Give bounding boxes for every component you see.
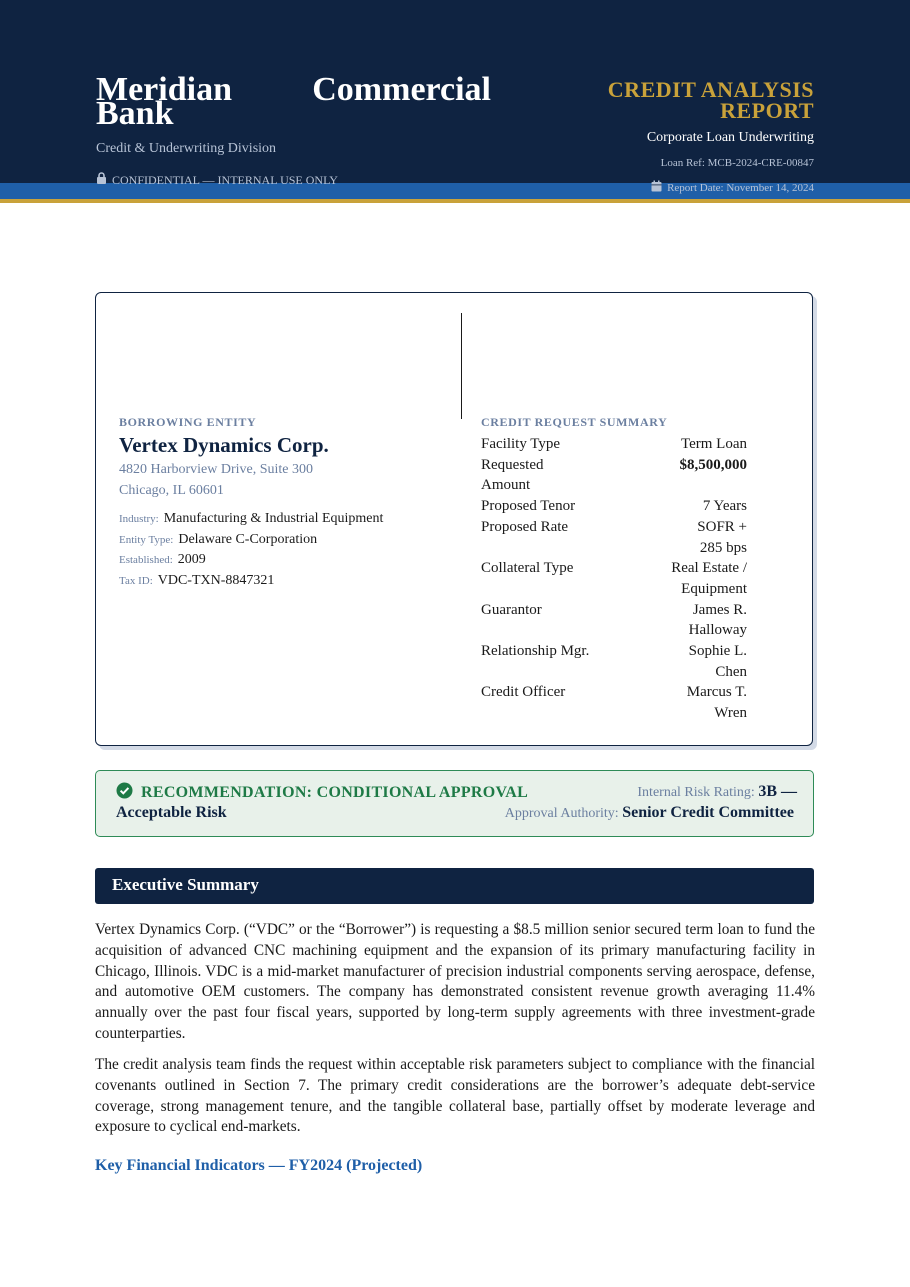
request-row-guarantor: [481, 600, 747, 641]
approval-authority-label: Approval Authority:: [504, 806, 619, 821]
request-value: Real Estate / Equipment: [671, 560, 747, 597]
bank-name: Meridian Commercial Bank: [96, 71, 491, 132]
report-date: [651, 180, 814, 195]
request-label: Guarantor: [481, 601, 542, 618]
summary-paragraph: Vertex Dynamics Corp. (“VDC” or the “Borrower”) is requesting a $8.5 million senior secured term loan to fund the acquisition of advanced CNC machining equipment and the expansion of its primary manufacturing facility in Chicago, Illinois. VDC is a mid-market manufacturer of precision industrial components serving aerospace, defense, and automotive OEM customers. The company has demonstrated consistent revenue growth averaging 11.4% annually over the past four fiscal years, supported by long-term supply agreements with three investment-grade counterparties.: [95, 921, 815, 1042]
header-stripe-gold: [0, 199, 910, 203]
report-title: CREDIT ANALYSIS REPORT: [607, 77, 814, 123]
fact-industry: [119, 511, 383, 527]
fact-value: 2009: [177, 552, 206, 567]
request-label: Requested Amount: [481, 456, 544, 494]
calendar-icon: [651, 180, 662, 195]
risk-rating-description: Acceptable Risk: [116, 804, 227, 821]
approval-authority: [505, 804, 794, 822]
fact-entity-type: [119, 532, 317, 548]
risk-rating-value: 3B —: [758, 783, 797, 800]
fact-tax-id: [119, 573, 274, 589]
report-subtitle: Corporate Loan Underwriting: [646, 130, 814, 145]
borrowing-entity-label: BORROWING ENTITY: [119, 415, 257, 429]
request-label: Proposed Tenor: [481, 498, 576, 515]
request-label: Relationship Mgr.: [481, 643, 590, 660]
fact-label: Industry:: [119, 513, 159, 525]
division-name: Credit & Underwriting Division: [96, 141, 277, 156]
request-value: Term Loan: [680, 436, 747, 452]
request-value: Marcus T. Wren: [686, 684, 747, 722]
request-row-relationship-manager: [481, 641, 747, 682]
request-row-credit-officer: [481, 682, 747, 723]
address-line-1: 4820 Harborview Drive, Suite 300: [119, 462, 314, 477]
request-value: $8,500,000: [679, 456, 747, 473]
fact-label: Entity Type:: [119, 534, 174, 546]
address-line-2: Chicago, IL 60601: [119, 483, 224, 498]
risk-rating-label: Internal Risk Rating:: [637, 785, 755, 800]
fact-value: Manufacturing & Industrial Equipment: [163, 511, 384, 526]
request-row-collateral: [481, 558, 747, 599]
request-row-tenor: [481, 496, 747, 517]
recommendation-title: [116, 782, 528, 804]
fact-label: Established:: [119, 554, 173, 566]
risk-rating: [637, 783, 797, 801]
summary-paragraph: The credit analysis team finds the request within acceptable risk parameters subject to compliance with the financial covenants outlined in Section 7. The primary credit considerations are the borrower’s adequate debt-service coverage, strong management tenure, and the tangible collateral base, partially offset by moderate leverage and exposure to cyclical end-markets.: [95, 1056, 815, 1136]
request-row-amount: [481, 455, 747, 496]
fact-label: Tax ID:: [119, 575, 153, 587]
credit-request-table: [481, 434, 747, 724]
request-row-rate: [481, 517, 747, 558]
confidential-notice: [96, 172, 338, 188]
card-divider: [461, 313, 462, 419]
credit-request-label: CREDIT REQUEST SUMMARY: [481, 415, 668, 429]
request-label: Credit Officer: [481, 684, 566, 701]
confidential-label: CONFIDENTIAL — INTERNAL USE ONLY: [112, 172, 338, 187]
fact-established: [119, 552, 206, 568]
request-label: Facility Type: [481, 436, 561, 452]
report-date-label: Report Date: November 14, 2024: [667, 181, 814, 194]
approval-authority-value: Senior Credit Committee: [622, 804, 794, 821]
lock-icon: [96, 172, 107, 188]
request-value: SOFR + 285 bps: [697, 518, 747, 556]
check-circle-icon: [116, 782, 133, 804]
request-label: Proposed Rate: [481, 518, 569, 535]
entity-name: Vertex Dynamics Corp.: [119, 433, 329, 457]
request-value: 7 Years: [702, 498, 747, 515]
request-label: Collateral Type: [481, 560, 574, 577]
request-value: James R. Halloway: [688, 601, 747, 639]
fact-value: Delaware C-Corporation: [178, 532, 318, 547]
recommendation-label: RECOMMENDATION: CONDITIONAL APPROVAL: [141, 784, 529, 801]
fact-value: VDC-TXN-8847321: [157, 573, 275, 588]
loan-reference: Loan Ref: MCB-2024-CRE-00847: [660, 157, 814, 169]
key-financial-indicators-heading: Key Financial Indicators — FY2024 (Projected): [95, 1157, 423, 1174]
executive-summary-title: Executive Summary: [112, 875, 259, 894]
request-value: Sophie L. Chen: [688, 643, 747, 680]
request-row-facility-type: [481, 434, 747, 455]
